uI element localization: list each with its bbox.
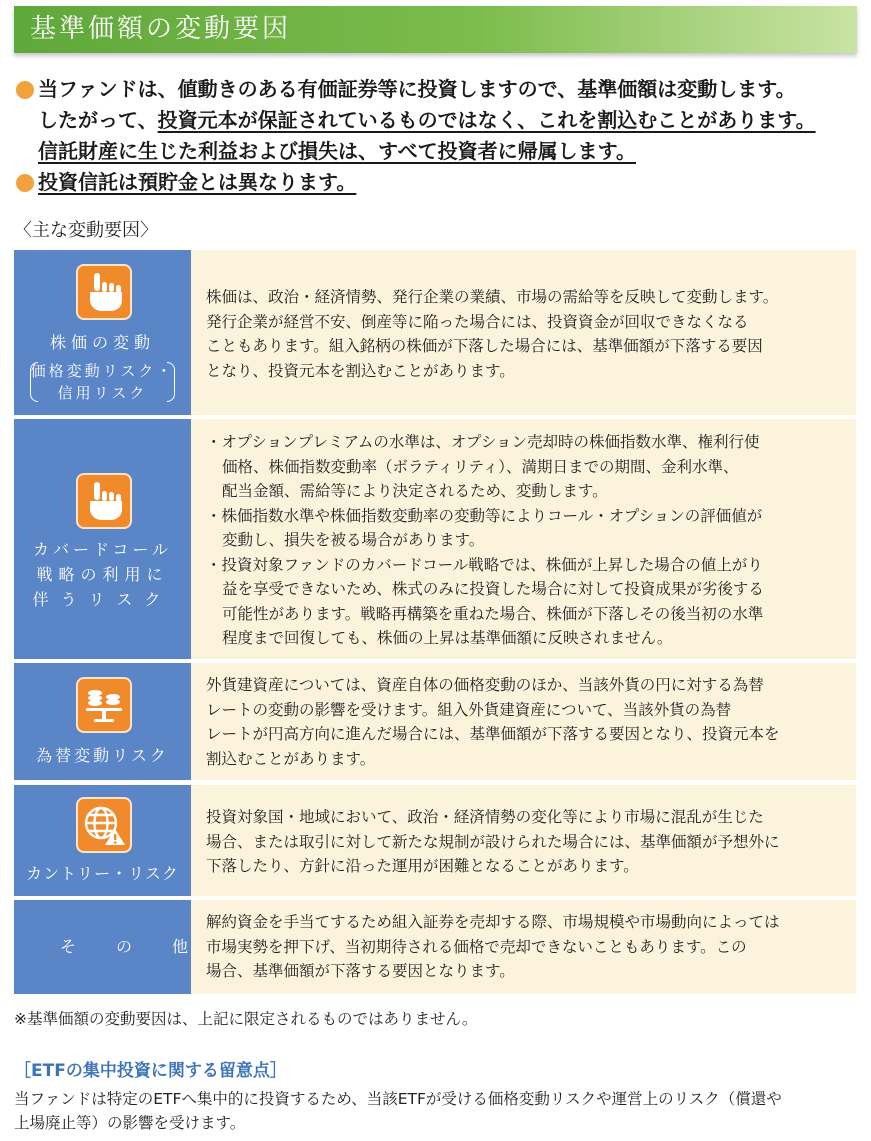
factor-description xyxy=(206,900,842,994)
factor-label: カントリー・リスク xyxy=(26,864,179,883)
factor-label: 株価の変動 xyxy=(49,333,155,352)
bullet-line: ・オプションプレミアムの水準は、オプション売却時の株価指数水準、権利行使 xyxy=(206,433,760,451)
section-header-banner xyxy=(14,6,857,53)
bullet-1-line-3 xyxy=(16,136,864,167)
text-line: レートが円高方向に進んだ場合には、基準価額が下落する要因となり、投資元本を xyxy=(206,725,780,743)
bullet-line: 益を享受できないため、株式のみに投資した場合に対して投資成果が劣後する xyxy=(222,580,764,598)
bullet-text-underlined: 投資信託は預貯金とは異なります。 xyxy=(38,170,357,194)
text-line: 外貨建資産については、資産自体の価格変動のほか、当該外貨の円に対する為替 xyxy=(206,676,764,694)
description-text xyxy=(206,673,842,771)
globe-warning-icon xyxy=(76,797,132,853)
factor-description xyxy=(206,419,842,659)
bullet-line: 可能性があります。戦略再構築を重ねた場合、株価が下落しその後当初の水準 xyxy=(222,604,764,623)
factor-label-cell xyxy=(14,785,191,896)
factor-sublabel-line: 価格変動リスク・ xyxy=(30,362,175,380)
bullet-2-line-1 xyxy=(16,167,864,198)
orange-bullet-icon xyxy=(16,81,34,99)
factor-row-stock-price xyxy=(14,250,856,415)
factor-description xyxy=(206,250,842,415)
factor-label-cell xyxy=(14,663,191,780)
main-factors-heading: 〈主な変動要因〉 xyxy=(14,220,158,241)
hand-pointing-icon xyxy=(76,264,132,320)
bullet-text-underlined: 信託財産に生じた利益および損失は、すべて投資者に帰属します。 xyxy=(38,139,636,163)
coin-balance-icon xyxy=(76,677,132,733)
text-line: 発行企業が経営不安、倒産等に陥った場合には、投資資金が回収できなくなる xyxy=(206,312,749,331)
bullet-text: 当ファンドは、値動きのある有価証券等に投資しますので、基準価額は変動します。 xyxy=(38,77,796,101)
bullet-text: したがって、 xyxy=(38,108,158,132)
description-text xyxy=(206,805,842,879)
text-line: 場合、または取引に対して新たな規制が設けられた場合には、基準価額が予想外に xyxy=(206,832,780,851)
footnote: ※基準価額の変動要因は、上記に限定されるものではありません。 xyxy=(14,1010,478,1028)
bullet-line: 価格、株価指数変動率（ボラティリティ）、満期日までの期間、金利水準、 xyxy=(222,457,739,476)
factor-label-line: 伴うリスク xyxy=(32,590,173,609)
bullet-text-underlined: 投資元本が保証されているものではなく、これを割込むことがあります。 xyxy=(157,108,816,132)
description-text xyxy=(206,910,842,984)
factor-description xyxy=(206,663,842,780)
bullet-1-line-2 xyxy=(16,105,864,136)
hand-pointing-icon xyxy=(76,473,132,529)
bullet-1-line-1 xyxy=(16,74,864,105)
description-bullets xyxy=(206,430,842,651)
factor-label-cell xyxy=(14,419,191,659)
key-points xyxy=(16,74,864,198)
orange-bullet-icon xyxy=(16,174,34,192)
factor-label-cell xyxy=(14,900,229,994)
etf-section-heading: ［ETFの集中投資に関する留意点］ xyxy=(14,1061,287,1081)
factor-label: 為替変動リスク xyxy=(36,746,169,765)
etf-text-line: 当ファンドは特定のETFへ集中的に投資するため、当該ETFが受ける価格変動リスクや運営上のリスク（償還や xyxy=(14,1090,782,1108)
factor-row-country-risk xyxy=(14,785,856,896)
factor-row-other xyxy=(14,900,856,994)
factor-sublabel-line: 信用リスク xyxy=(57,384,148,402)
etf-text-line: 上場廃止等）の影響を受けます。 xyxy=(14,1114,246,1132)
description-text xyxy=(206,285,842,383)
text-line: 下落したり、方針に沿った運用が困難となることがあります。 xyxy=(206,857,639,875)
page-title: 基準価額の変動要因 xyxy=(30,14,292,44)
text-line: となり、投資元本を割込むことがあります。 xyxy=(206,361,515,380)
factor-label-line: カバードコール xyxy=(32,540,173,559)
text-line: 投資対象国・地域において、政治・経済情勢の変化等により市場に混乱が生じた xyxy=(206,808,764,826)
text-line: 株価は、政治・経済情勢、発行企業の業績、市場の需給等を反映して変動します。 xyxy=(206,288,779,306)
bullet-line: 配当金額、需給等により決定されるため、変動します。 xyxy=(222,482,608,500)
factor-label-line: 戦略の利用に xyxy=(36,565,169,584)
bullet-line: ・投資対象ファンドのカバードコール戦略では、株価が上昇した場合の値上がり xyxy=(206,555,763,574)
text-line: 割込むことがあります。 xyxy=(206,749,376,768)
bullet-line: 変動し、損失を被る場合があります。 xyxy=(222,531,485,549)
factor-description xyxy=(206,785,842,896)
text-line: 市場実勢を押下げ、当初期待される価格で売却できないこともあります。この xyxy=(206,937,747,956)
text-line: こともあります。組入銘柄の株価が下落した場合には、基準価額が下落する要因 xyxy=(206,337,763,355)
text-line: 場合、基準価額が下落する要因となります。 xyxy=(206,962,515,980)
text-line: 解約資金を手当てするため組入証券を売却する際、市場規模や市場動向によっては xyxy=(206,913,780,931)
factor-label: その他 xyxy=(60,937,229,956)
factor-sublabel xyxy=(30,360,175,404)
factor-label-cell xyxy=(14,250,191,415)
bullet-line: 程度まで回復しても、株価の上昇は基準価額に反映されません。 xyxy=(222,629,673,647)
factor-row-fx-risk xyxy=(14,663,856,780)
factor-row-covered-call xyxy=(14,419,856,659)
text-line: レートの変動の影響を受けます。組入外貨建資産について、当該外貨の為替 xyxy=(206,700,732,719)
bullet-line: ・株価指数水準や株価指数変動率の変動等によりコール・オプションの評価値が xyxy=(206,506,763,525)
